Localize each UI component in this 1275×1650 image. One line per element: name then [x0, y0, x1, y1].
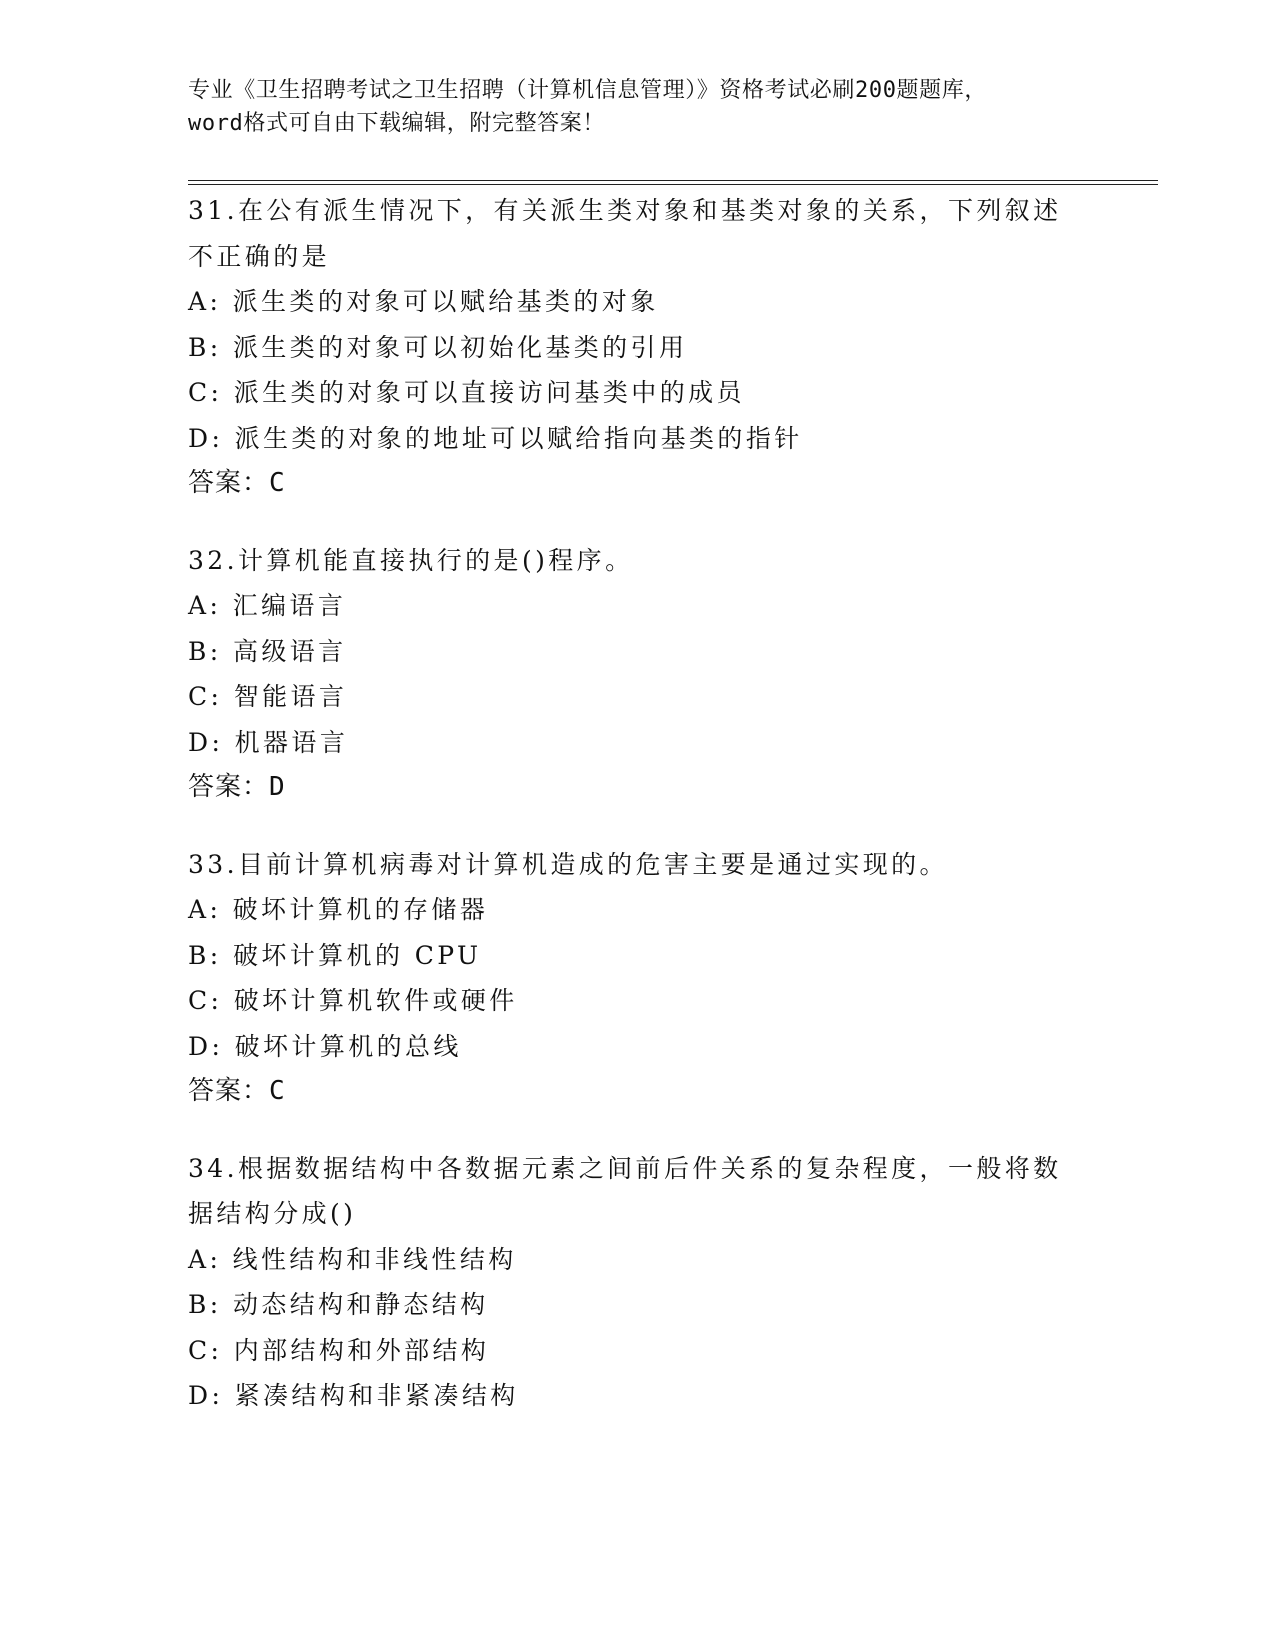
option-b: B: 派生类的对象可以初始化基类的引用: [188, 332, 688, 362]
header-double-rule: [188, 180, 1158, 185]
option-d: D: 机器语言: [188, 727, 349, 757]
header-line-1: 专业《卫生招聘考试之卫生招聘（计算机信息管理）》资格考试必刷200题题库，: [188, 78, 987, 103]
question-stem-line: 32.计算机能直接执行的是()程序。: [188, 545, 634, 575]
option-a: A: 线性结构和非线性结构: [188, 1244, 517, 1274]
option-a: A: 汇编语言: [188, 591, 347, 620]
question-34: [188, 1146, 1088, 1419]
option-b: B: 动态结构和静态结构: [188, 1290, 489, 1319]
option-c: C: 内部结构和外部结构: [188, 1335, 490, 1365]
option-b: B: 破坏计算机的 CPU: [188, 940, 482, 970]
option-c: C: 派生类的对象可以直接访问基类中的成员: [188, 378, 745, 407]
header-line-2: word格式可自由下载编辑，附完整答案！: [188, 111, 605, 136]
option-d: D: 破坏计算机的总线: [188, 1031, 462, 1061]
option-c: C: 智能语言: [188, 682, 348, 711]
question-list: [188, 188, 1088, 1450]
question-stem-line: 33.目前计算机病毒对计算机造成的危害主要是通过实现的。: [188, 849, 948, 879]
question-33: [188, 842, 1088, 1115]
document-header: [188, 74, 1088, 140]
option-d: D: 派生类的对象的地址可以赋给指向基类的指针: [188, 423, 803, 453]
option-b: B: 高级语言: [188, 636, 347, 666]
question-31: [188, 188, 1088, 507]
option-a: A: 破坏计算机的存储器: [188, 895, 489, 924]
option-a: A: 派生类的对象可以赋给基类的对象: [188, 287, 659, 316]
question-stem-line: 据结构分成(): [188, 1199, 357, 1228]
option-d: D: 紧凑结构和非紧凑结构: [188, 1381, 519, 1410]
answer-line: 答案：C: [188, 1076, 286, 1106]
question-stem-line: 不正确的是: [188, 241, 331, 271]
option-c: C: 破坏计算机软件或硬件: [188, 986, 518, 1015]
answer-line: 答案：C: [188, 468, 286, 498]
answer-line: 答案：D: [188, 772, 286, 802]
question-stem-line: 31.在公有派生情况下，有关派生类对象和基类对象的关系，下列叙述: [188, 196, 1062, 225]
question-32: [188, 538, 1088, 811]
question-stem-line: 34.根据数据结构中各数据元素之间前后件关系的复杂程度，一般将数: [188, 1153, 1062, 1183]
